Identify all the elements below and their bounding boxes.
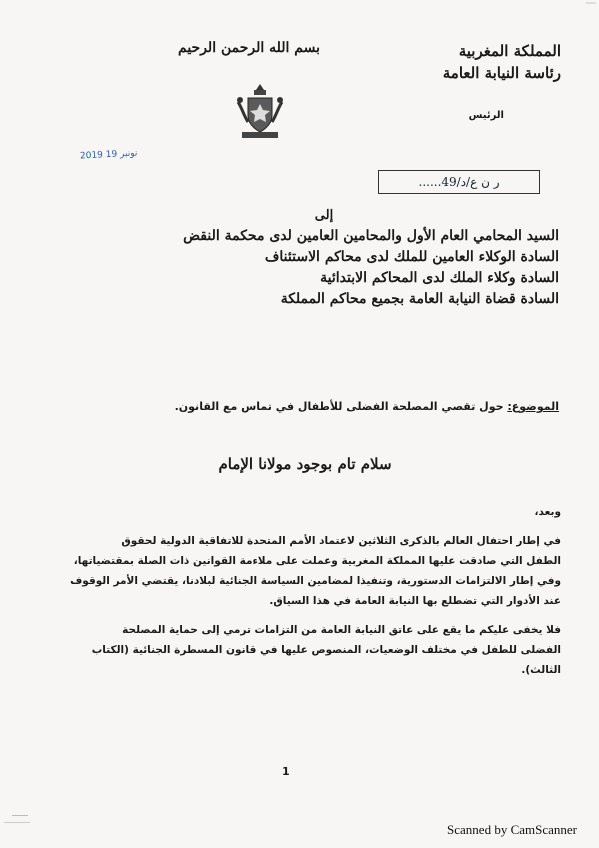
letter-body [31,502,561,680]
body-line: الثالث). [521,664,561,676]
subject-label: الموضوع: [507,400,559,413]
body-line: في إطار احتفال العالم بالذكرى الثلاثين لاعتماد الأمم المتحدة للاتفاقية الدولية لحقوق [121,535,561,547]
body-line: الطفل التي صادقت عليها المملكة المغربية وعملت على ملاءمة القوانين ذات الصلة بمقتضياتها، [73,555,561,567]
body-opening: وبعد، [534,506,561,518]
greeting: سلام تام بوجود مولانا الإمام [218,455,392,473]
date-stamp: 2019 نونبر 19 [79,148,138,162]
page-number: 1 [282,765,290,778]
addressee-line: السادة الوكلاء العامين للملك لدى محاكم الاستئناف [264,249,559,265]
body-line: وفي إطار الالتزامات الدستورية، وتنفيذا لمضامين السياسة الجنائية لبلادنا، يقتضي الأمر الوقوف [70,575,561,587]
basmala: بسم الله الرحمن الرحيم [178,40,320,56]
addressee-line: السادة قضاة النيابة العامة بجميع محاكم المملكة [280,291,559,307]
subject-line [139,400,559,413]
reference-number: ......49/ر ن ع/د [378,170,540,194]
addressee-line: السادة وكلاء الملك لدى المحاكم الابتدائية [320,270,559,286]
president-title: الرئيس [468,110,504,121]
scan-mark [586,2,596,4]
subject-text: حول تقصي المصلحة الفضلى للأطفال في تماس مع القانون. [174,400,508,413]
body-line: الفضلى للطفل في مختلف الوضعيات، المنصوص عليها في قانون المسطرة الجنائية (الكتاب [91,644,561,656]
royal-emblem-icon [232,80,288,144]
body-line: عند الأدوار التي تضطلع بها النيابة العامة في هذا السياق. [269,595,561,607]
body-line: فلا يخفى عليكم ما يقع على عاتق النيابة العامة من التزامات ترمي إلى حماية المصلحة [122,624,561,636]
kingdom-name: المملكة المغربية [458,42,561,60]
addressee-line: السيد المحامي العام الأول والمحامين العامين لدى محكمة النقض [183,228,559,244]
scan-mark [12,815,28,816]
letterhead [371,40,561,84]
addressees-block [89,205,559,310]
camscanner-watermark: Scanned by CamScanner [447,822,577,837]
addressees-to: إلى [314,208,334,223]
scan-mark [4,822,30,823]
presidency-name: رئاسة النيابة العامة [442,64,561,82]
